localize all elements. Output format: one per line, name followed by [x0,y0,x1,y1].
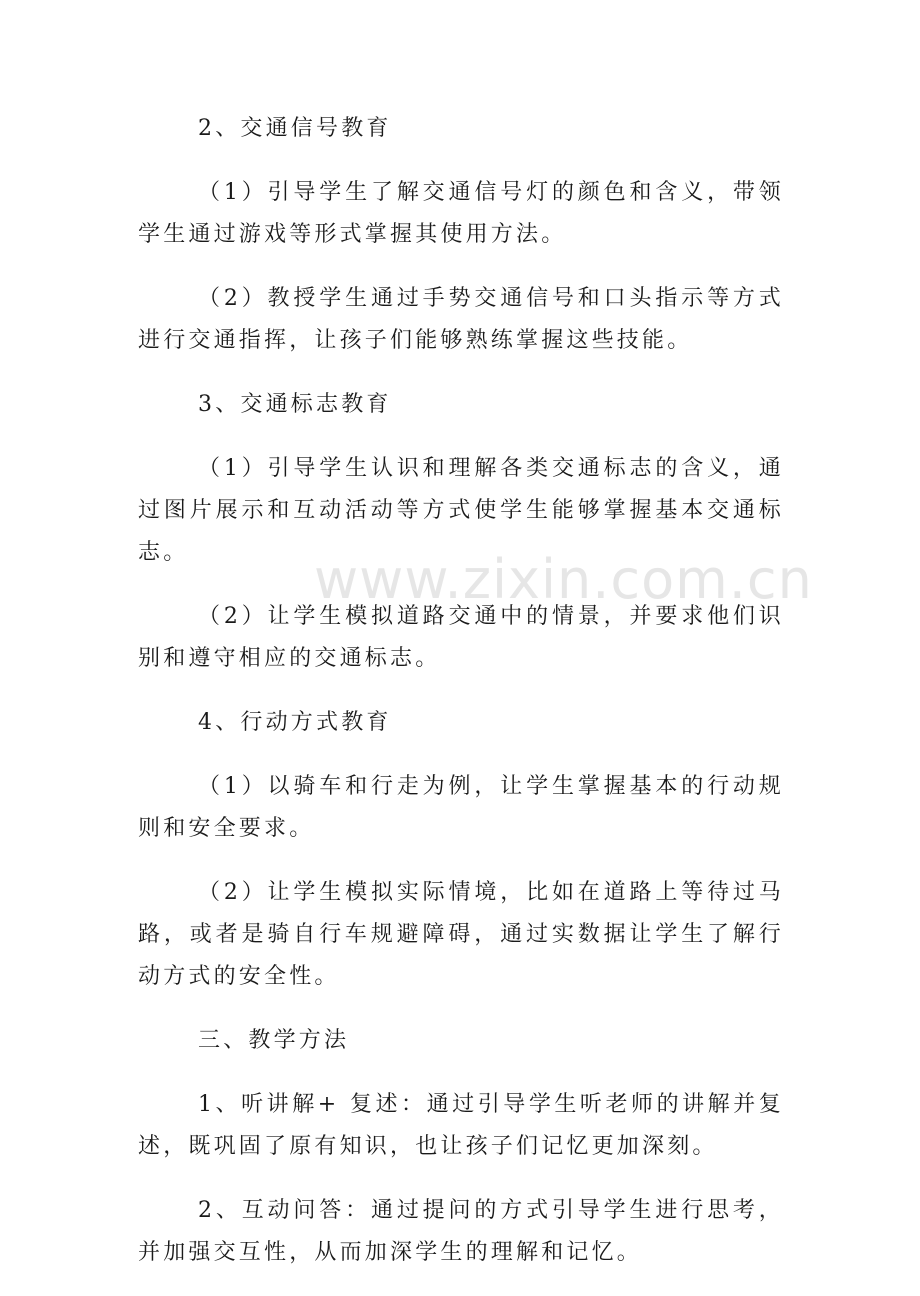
paragraph: 1、听讲解+ 复述：通过引导学生听老师的讲解并复述，既巩固了原有知识，也让孩子们记忆更加深刻。 [138,1092,784,1159]
heading-traffic-signal-education: 2、交通信号教育 [198,116,392,141]
heading-teaching-methods: 三、教学方法 [198,1028,350,1053]
paragraph: （2）让学生模拟实际情境，比如在道路上等待过马路，或者是骑自行车规避障碍，通过实数据让学生了解行动方式的安全性。 [138,880,784,989]
paragraph: 2、互动问答：通过提问的方式引导学生进行思考，并加强交互性，从而加深学生的理解和记忆。 [138,1198,784,1265]
paragraph: （2）教授学生通过手势交通信号和口头指示等方式进行交通指挥，让孩子们能够熟练掌握这些技能。 [138,286,784,353]
heading-action-mode-education: 4、行动方式教育 [198,710,392,735]
heading-traffic-sign-education: 3、交通标志教育 [198,392,392,417]
paragraph: （1）引导学生了解交通信号灯的颜色和含义，带领学生通过游戏等形式掌握其使用方法。 [138,180,784,247]
watermark: www.zixin.com.cn [314,548,813,611]
paragraph: （1）以骑车和行走为例，让学生掌握基本的行动规则和安全要求。 [138,774,784,841]
document-page [138,108,784,1296]
paragraph: （2）让学生模拟道路交通中的情景，并要求他们识别和遵守相应的交通标志。 [138,604,784,671]
paragraph: （1）引导学生认识和理解各类交通标志的含义，通过图片展示和互动活动等方式使学生能够掌握基本交通标志。 [138,456,784,565]
